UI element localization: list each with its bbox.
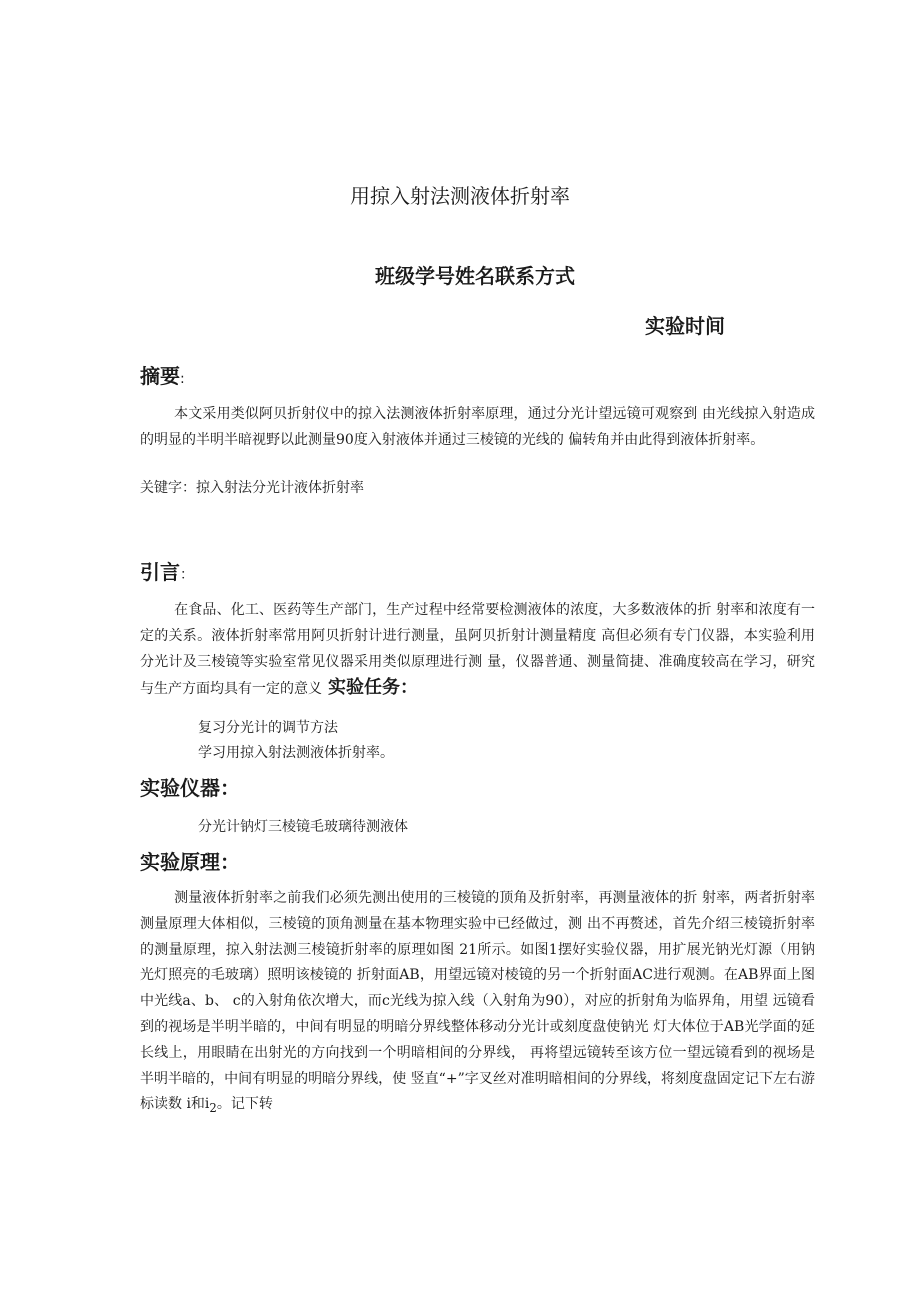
principle-body-text: 测量液体折射率之前我们必须先测出使用的三棱镜的顶角及折射率，再测量液体的折 射率，两者折射率测量原理大体相似，三棱镜的顶角测量在基本物理实验中已经做过，测 出不再赘述，首先介绍三棱镜折射率的测量原理，掠入射法测三棱镜折射率的原理如图 21所示。如图1摆好实验仪器，用扩展光钠光灯源（用钠光灯照亮的毛玻璃）照明该棱镜的 折射面AB，用望远镜对棱镜的另一个折射面AC进行观测。在AB界面上图中光线a、b、 c的入射角依次增大，而c光线为掠入线（入射角为90），对应的折射角为临界角，用望 远镜看到的视场是半明半暗的，中间有明显的明暗分界线整体移动分光计或刻度盘使钠光 灯大体位于AB光学面的延长线上，用眼睛在出射光的方向找到一个明暗相间的分界线， 再将望远镜转至该方位一望远镜看到的视场是半明半暗的，中间有明显的明暗分界线，使 竖直“+”字叉丝对准明暗相间的分界线，将刻度盘固定记下左右游标读数 i和i: [140, 890, 815, 1113]
intro-heading-colon: ：: [180, 567, 194, 583]
experiment-time: 实验时间: [645, 314, 725, 338]
instruments-list: 分光计钠灯三棱镜毛玻璃待测液体: [198, 819, 408, 835]
abstract-body: [140, 402, 815, 454]
principle-body: [140, 886, 815, 1122]
intro-heading-text: 引言: [140, 560, 180, 584]
task-item: 学习用掠入射法测液体折射率。: [198, 745, 394, 761]
subscript-2: 2: [209, 1101, 217, 1116]
principle-body-end: 。记下转: [216, 1096, 273, 1113]
class-info: 班级学号姓名联系方式: [375, 264, 575, 288]
principle-heading: 实验原理：: [140, 850, 240, 874]
page-title: 用掠入射法测液体折射率: [350, 184, 570, 208]
abstract-body-text: 本文采用类似阿贝折射仪中的掠入法测液体折射率原理，通过分光计望远镜可观察到 由光线掠入射造成的明显的半明半暗视野以此测量90度入射液体并通过三棱镜的光线的 偏转角并由此得到液体折射率。: [140, 406, 815, 448]
task-item: 复习分光计的调节方法: [198, 720, 338, 736]
abstract-heading-text: 摘要: [140, 364, 180, 388]
instruments-heading: 实验仪器：: [140, 776, 240, 800]
abstract-heading-colon: :: [180, 371, 185, 387]
intro-body-text: 在食品、化工、医药等生产部门，生产过程中经常要检测液体的浓度，大多数液体的折 射率和浓度有一定的关系。液体折射率常用阿贝折射计进行测量，虽阿贝折射计测量精度 高但必须有专门仪器，本实验利用分光计及三棱镜等实验室常见仪器采用类似原理进行测 量，仪器普通、测量简捷、准确度较高在学习，研究与生产方面均具有一定的意义: [140, 602, 815, 698]
keywords: 关键字：掠入射法分光计液体折射率: [140, 480, 364, 496]
intro-heading: [140, 558, 194, 589]
task-heading: 实验任务：: [328, 677, 418, 699]
abstract-heading: [140, 362, 185, 393]
intro-body: [140, 598, 815, 703]
